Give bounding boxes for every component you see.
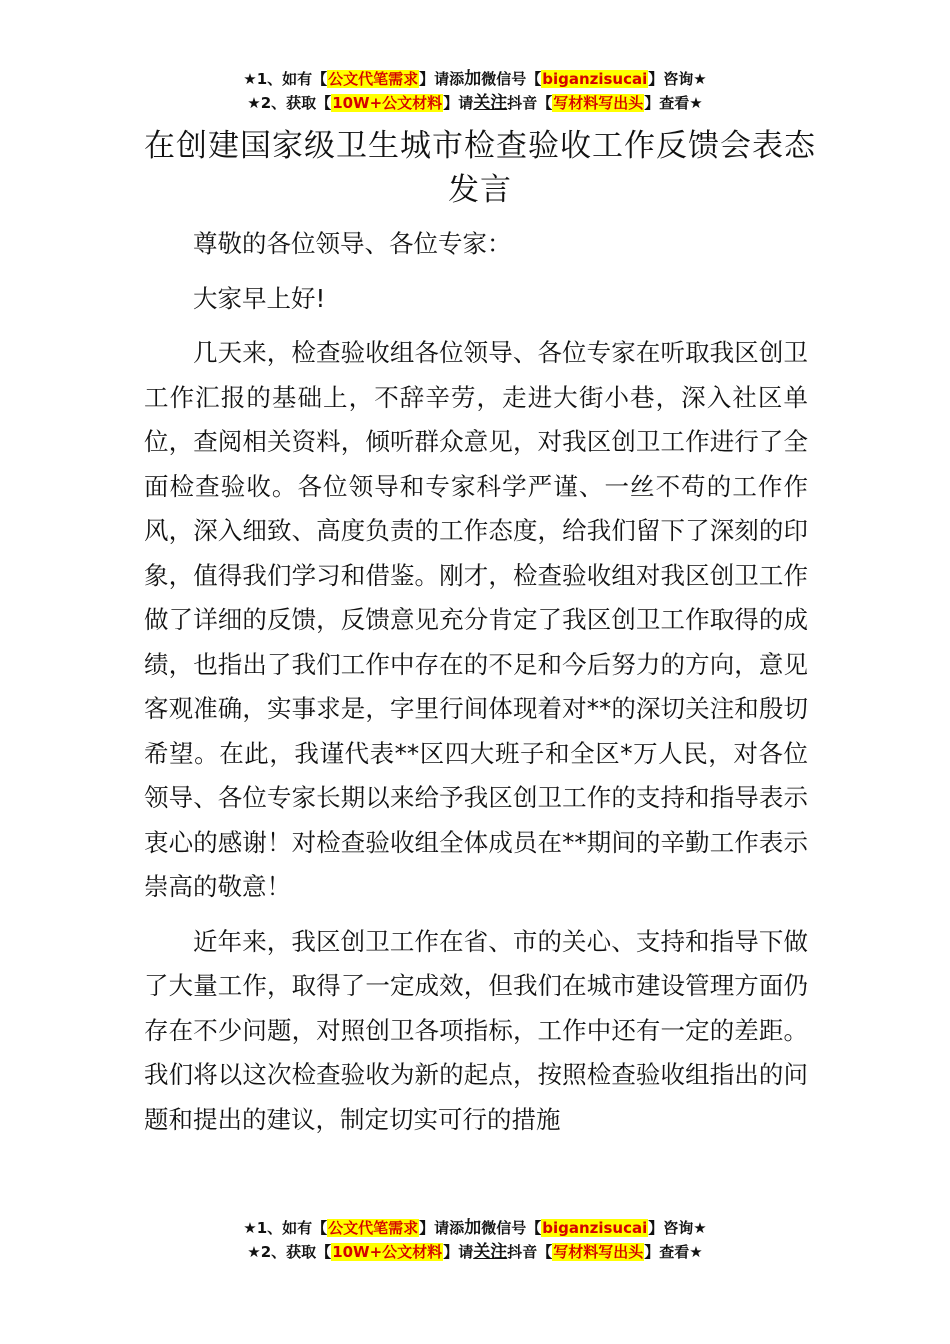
promo-text: 加 — [464, 69, 482, 89]
promo-line-1 — [0, 1216, 950, 1240]
header-promo-banner — [0, 67, 950, 115]
paragraph-2: 近年来，我区创卫工作在省、市的关心、支持和指导下做了大量工作，取得了一定成效，但我们在城市建设管理方面仍存在不少问题，对照创卫各项指标，工作中还有一定的差距。我们将以这次检查验收为新的起点，按照检查验收组指出的问题和提出的建议，制定切实可行的措施 — [144, 926, 808, 1134]
promo-text: ★1、如有【 — [243, 70, 328, 88]
promo-text: 】请 — [443, 94, 474, 112]
paragraph-1: 几天来，检查验收组各位领导、各位专家在听取我区创卫工作汇报的基础上，不辞辛劳，走进大街小巷，深入社区单位，查阅相关资料，倾听群众意见，对我区创卫工作进行了全面检查验收。各位领导和专家科学严谨、一丝不苟的工作作风，深入细致、高度负责的工作态度，给我们留下了深刻的印象，值得我们学习和借鉴。刚才，检查验收组对我区创卫工作做了详细的反馈，反馈意见充分肯定了我区创卫工作取得的成绩，也指出了我们工作中存在的不足和今后努力的方向，意见客观准确，实事求是，字里行间体现着对**的深切关注和殷切希望。在此，我谨代表**区四大班子和全区*万人民，对各位领导、各位专家长期以来给予我区创卫工作的支持和指导表示衷心的感谢！对检查验收组全体成员在**期间的辛勤工作表示崇高的敬意！ — [144, 338, 808, 901]
promo-highlight: 写材料写出头 — [553, 94, 644, 112]
promo-text: 】请 — [443, 1243, 474, 1261]
promo-text: 】查看★ — [644, 1243, 703, 1261]
promo-text: 微信号【 — [481, 70, 542, 88]
greeting-morning: 大家早上好! — [193, 283, 326, 313]
promo-line-2 — [0, 91, 950, 115]
promo-highlight: biganzisucai — [542, 70, 648, 88]
promo-text: 】咨询★ — [648, 70, 707, 88]
document-body — [144, 222, 808, 1142]
promo-highlight: 10W+公文材料 — [332, 94, 443, 112]
promo-text: 】请添 — [419, 1219, 465, 1237]
promo-text: 微信号【 — [481, 1219, 542, 1237]
promo-text: ★2、获取【 — [247, 94, 332, 112]
promo-highlight: 公文代笔需求 — [328, 70, 419, 88]
promo-text: ★2、获取【 — [247, 1243, 332, 1261]
promo-text: 】查看★ — [644, 94, 703, 112]
promo-line-1 — [0, 67, 950, 91]
promo-highlight: 写材料写出头 — [553, 1243, 644, 1261]
promo-text: 】请添 — [419, 70, 465, 88]
promo-text: ★1、如有【 — [243, 1219, 328, 1237]
promo-text: 关注 — [473, 93, 508, 113]
greeting-salutation: 尊敬的各位领导、各位专家： — [193, 229, 512, 258]
promo-line-2 — [0, 1240, 950, 1264]
promo-text: 抖音【 — [507, 94, 553, 112]
footer-promo-banner — [0, 1216, 950, 1264]
promo-text: 】咨询★ — [648, 1219, 707, 1237]
promo-text: 关注 — [473, 1242, 508, 1262]
promo-highlight: 10W+公文材料 — [332, 1243, 443, 1261]
document-title: 在创建国家级卫生城市检查验收工作反馈会表态发言 — [144, 128, 816, 208]
promo-highlight: biganzisucai — [542, 1219, 648, 1237]
promo-text: 加 — [464, 1218, 482, 1238]
promo-text: 抖音【 — [507, 1243, 553, 1261]
promo-highlight: 公文代笔需求 — [328, 1219, 419, 1237]
